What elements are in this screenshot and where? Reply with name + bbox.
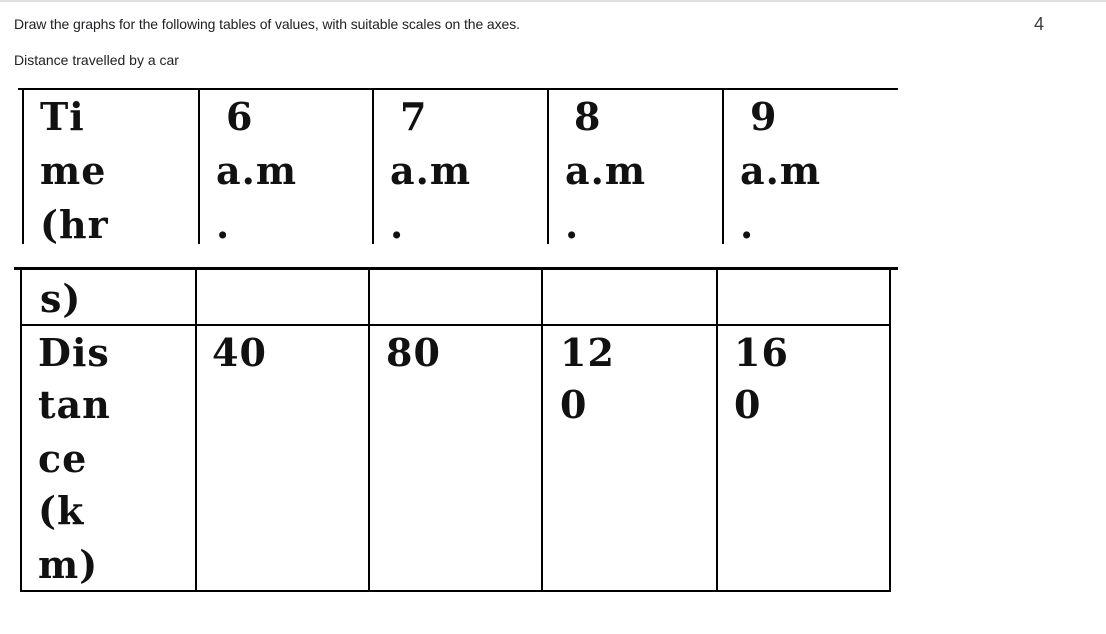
- time-cell: .: [216, 202, 231, 247]
- row-header-distance-line2: tan: [38, 382, 111, 427]
- distance-cell: 16: [734, 330, 789, 375]
- time-cell: 6: [226, 94, 254, 139]
- data-table-image: [14, 86, 900, 598]
- time-cell: a.m: [216, 148, 298, 193]
- table-rule: [14, 267, 898, 270]
- row-header-distance-line3: ce: [38, 436, 88, 481]
- table-rule: [20, 590, 891, 592]
- table-rule: [195, 270, 197, 592]
- table-subtitle: Distance travelled by a car: [14, 52, 179, 68]
- row-header-time-line3: (hr: [40, 202, 109, 247]
- table-rule: [716, 270, 718, 592]
- distance-cell: 80: [386, 330, 441, 375]
- time-cell: 7: [400, 94, 428, 139]
- table-rule: [547, 88, 549, 244]
- table-rule: [722, 88, 724, 244]
- time-cell: a.m: [740, 148, 822, 193]
- table-rule: [889, 270, 891, 592]
- distance-cell: 0: [734, 382, 762, 427]
- time-cell: .: [740, 202, 755, 247]
- row-header-distance-line4: (k: [38, 488, 85, 533]
- distance-cell: 40: [212, 330, 267, 375]
- table-rule: [541, 270, 543, 592]
- time-cell: a.m: [565, 148, 647, 193]
- time-cell: .: [390, 202, 405, 247]
- row-header-time-line4: s): [40, 276, 82, 321]
- time-cell: 8: [574, 94, 602, 139]
- distance-cell: 0: [560, 382, 588, 427]
- distance-cell: 12: [560, 330, 615, 375]
- table-rule: [368, 270, 370, 592]
- marks-value: 4: [1034, 14, 1045, 34]
- question-text: Draw the graphs for the following tables of values, with suitable scales on the axes.: [14, 16, 520, 32]
- table-rule: [372, 88, 374, 244]
- table-rule: [198, 88, 200, 244]
- row-header-time-line2: me: [40, 148, 107, 193]
- top-divider: [0, 0, 1106, 2]
- table-rule: [22, 88, 24, 244]
- row-header-distance-line1: Dis: [38, 330, 110, 375]
- time-cell: 9: [750, 94, 778, 139]
- time-cell: a.m: [390, 148, 472, 193]
- time-cell: .: [565, 202, 580, 247]
- table-rule: [20, 270, 22, 592]
- row-header-distance-line5: m): [38, 542, 99, 587]
- row-header-time-line1: Ti: [40, 94, 85, 139]
